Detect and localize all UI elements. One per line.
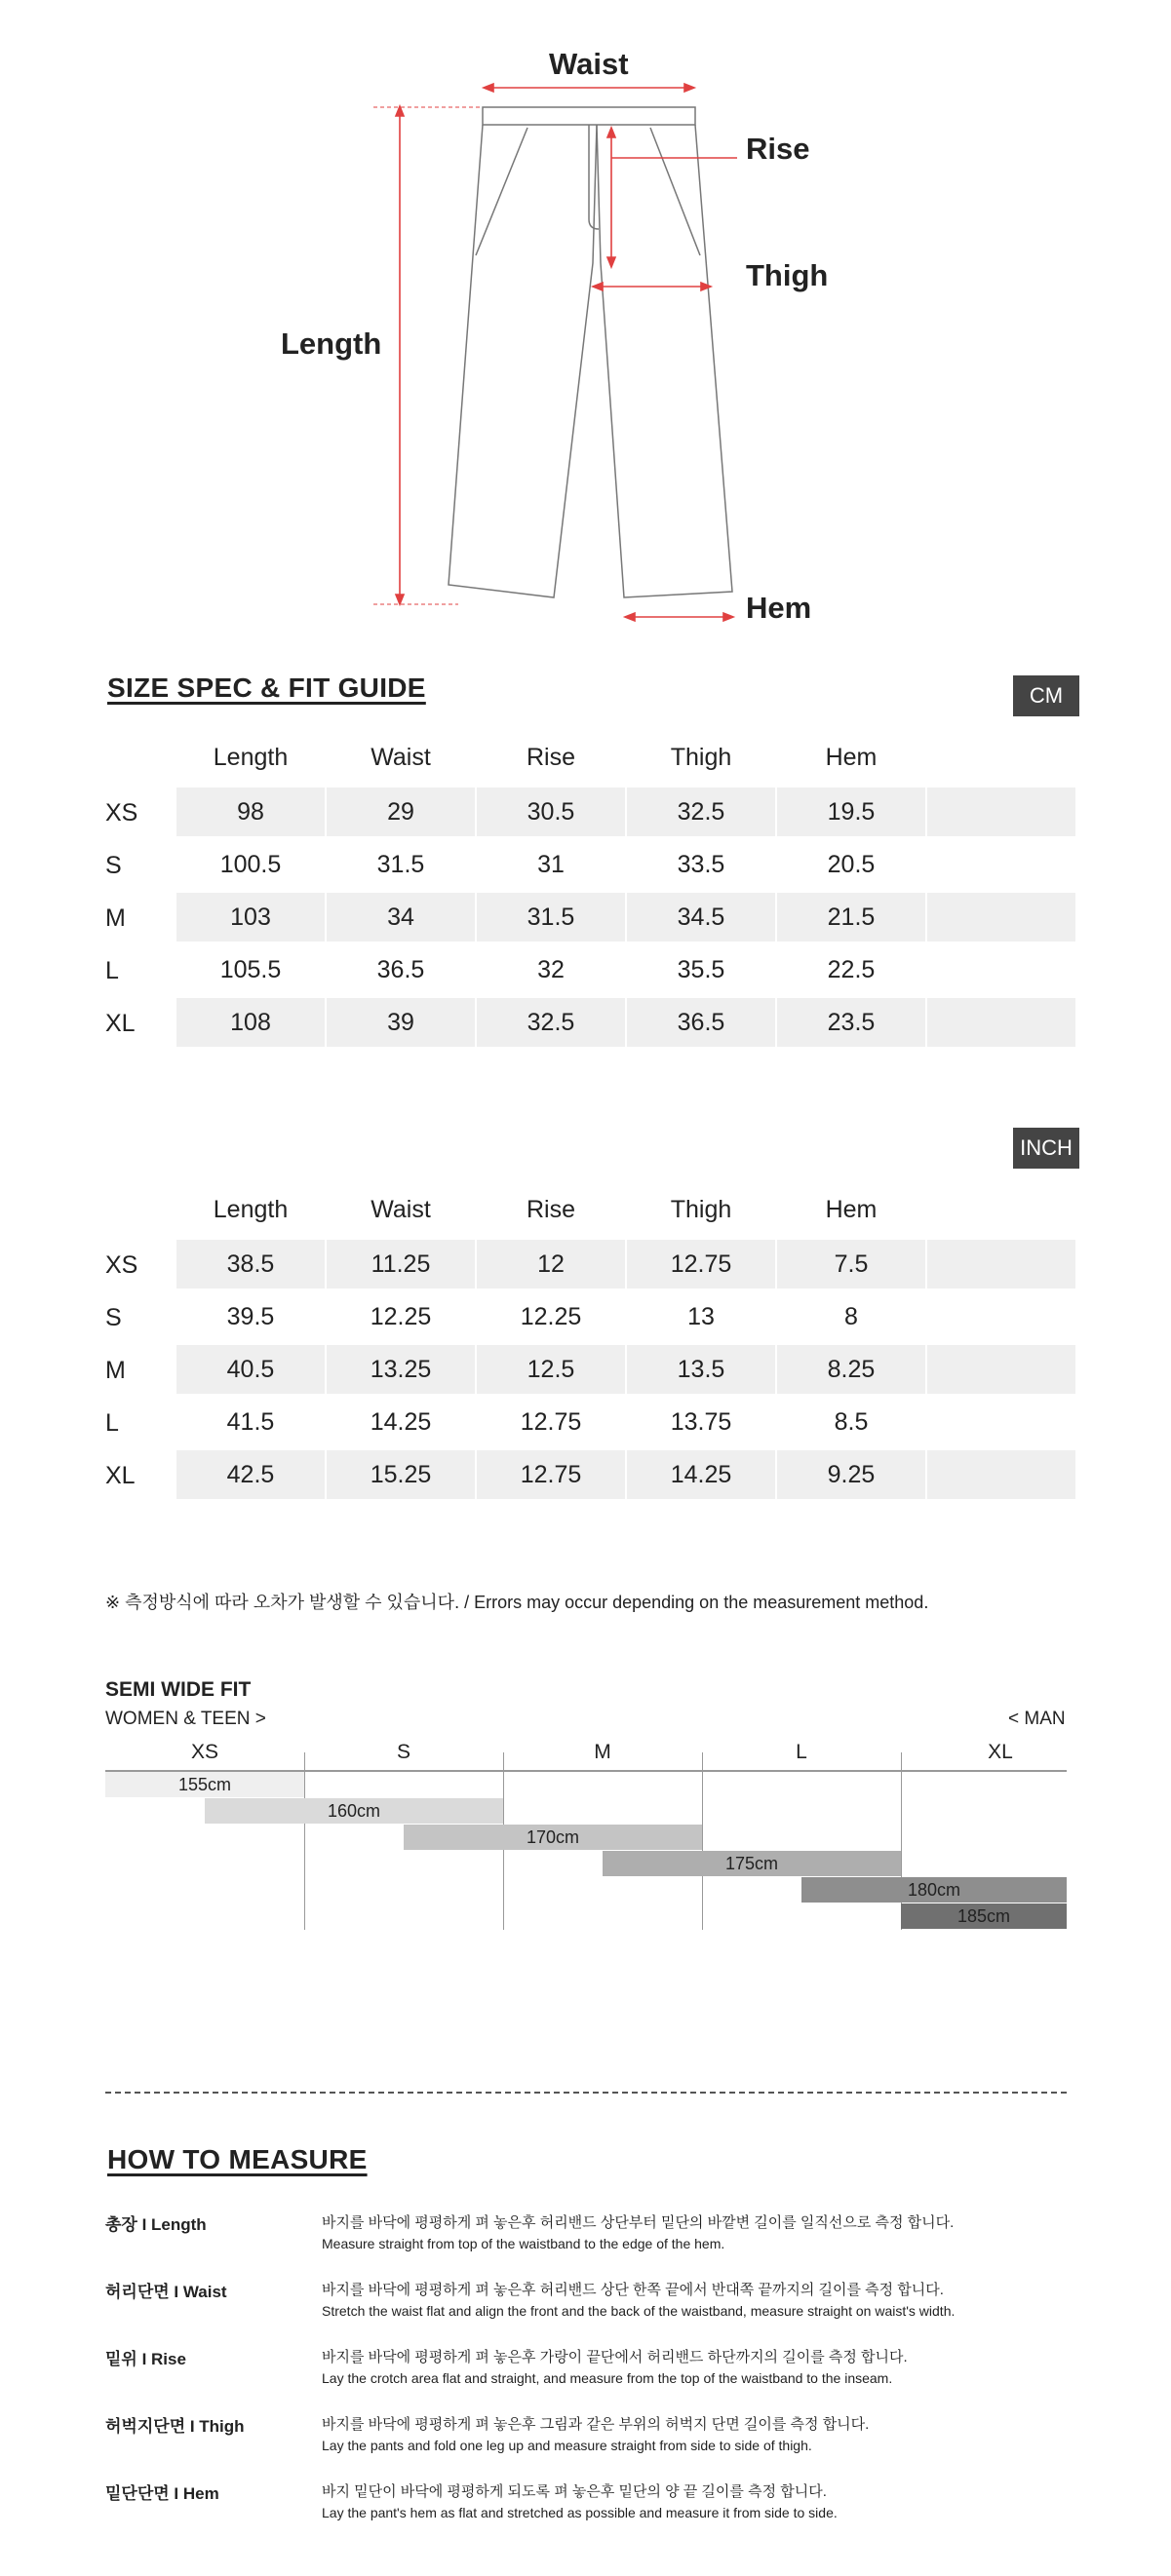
table-cell: 20.5 (827, 851, 876, 878)
fit-size-m: M (594, 1741, 611, 1763)
measure-label: 허벅지단면 I Thigh (105, 2417, 245, 2436)
column-header: Thigh (670, 744, 732, 771)
table-cell: 36.5 (376, 956, 425, 983)
waist-label: Waist (549, 47, 629, 81)
table-cell: 38.5 (176, 1240, 325, 1288)
size-label: S (105, 852, 122, 879)
measure-desc-en: Measure straight from top of the waistband to the edge of the hem. (322, 2236, 725, 2251)
measure-label: 밑위 I Rise (105, 2350, 186, 2368)
table-cell: 12 (477, 1240, 625, 1288)
measure-desc-ko: 바지를 바닥에 평평하게 펴 놓은후 허리밴드 상단 한쪽 끝에서 반대쪽 끝까지의 길이를 측정 합니다. (322, 2282, 944, 2298)
table-cell: 12.5 (477, 1345, 625, 1394)
table-cell: 41.5 (226, 1408, 275, 1436)
table-cell: 31.5 (477, 893, 625, 942)
size-label: XS (105, 799, 138, 827)
rise-label: Rise (746, 132, 810, 166)
size-label: M (105, 1357, 126, 1384)
empty-cell (927, 998, 1075, 1047)
measure-desc-ko: 바지를 바닥에 평평하게 펴 놓은후 가랑이 끝단에서 허리밴드 하단까지의 길이를 측정 합니다. (322, 2349, 908, 2365)
size-label: L (105, 1409, 119, 1437)
how-to-measure-title: HOW TO MEASURE (107, 2144, 368, 2174)
table-header (105, 734, 1073, 781)
column-header: Hem (825, 744, 878, 771)
empty-cell (927, 788, 1075, 836)
table-cell: 13.5 (627, 1345, 775, 1394)
fit-title: SEMI WIDE FIT (105, 1678, 252, 1701)
size-label: M (105, 904, 126, 932)
size-label: XL (105, 1462, 136, 1489)
table-cell: 21.5 (777, 893, 925, 942)
cm-unit-badge: CM (1013, 675, 1079, 716)
table-cell: 15.25 (327, 1450, 475, 1499)
table-cell: 12.75 (477, 1450, 625, 1499)
fit-size-xl: XL (988, 1741, 1013, 1763)
fit-divider (702, 1752, 703, 1930)
measure-label: 총장 I Length (105, 2215, 207, 2234)
column-header: Length (213, 744, 289, 771)
table-row (105, 893, 1073, 943)
column-header: Thigh (670, 1196, 732, 1223)
women-teen-label: WOMEN & TEEN > (105, 1709, 266, 1729)
measure-label: 밑단단면 I Hem (105, 2484, 219, 2503)
table-cell: 39.5 (226, 1303, 275, 1330)
table-cell: 22.5 (827, 956, 876, 983)
measure-desc-en: Stretch the waist flat and align the front and the back of the waistband, measure straight on waist's width. (322, 2303, 956, 2319)
table-cell: 108 (176, 998, 325, 1047)
height-bar-185: 185cm (901, 1903, 1067, 1929)
size-label: XL (105, 1010, 136, 1037)
table-row (105, 1398, 1073, 1448)
table-cell: 36.5 (627, 998, 775, 1047)
measure-desc-ko: 바지를 바닥에 평평하게 펴 놓은후 그림과 같은 부위의 허벅지 단면 길이를 측정 합니다. (322, 2416, 870, 2433)
table-cell: 12.25 (370, 1303, 432, 1330)
height-bar-175: 175cm (603, 1851, 901, 1876)
hem-label: Hem (746, 591, 812, 625)
column-header: Waist (371, 1196, 431, 1223)
table-cell: 13.25 (327, 1345, 475, 1394)
fit-size-xs: XS (190, 1741, 218, 1763)
table-cell: 32.5 (627, 788, 775, 836)
table-cell: 12.25 (520, 1303, 582, 1330)
table-cell: 23.5 (777, 998, 925, 1047)
size-label: S (105, 1304, 122, 1331)
table-cell: 8.25 (777, 1345, 925, 1394)
empty-cell (927, 893, 1075, 942)
pants-outline-illustration (0, 0, 1171, 663)
table-cell: 30.5 (477, 788, 625, 836)
measurement-note: ※ 측정방식에 따라 오차가 발생할 수 있습니다. / Errors may occur depending on the measurement method. (105, 1593, 929, 1612)
table-cell: 11.25 (327, 1240, 475, 1288)
measure-desc-en: Lay the crotch area flat and straight, and measure from the top of the waistband to the inseam. (322, 2370, 893, 2386)
table-cell: 31.5 (376, 851, 425, 878)
height-bar-155: 155cm (105, 1772, 304, 1797)
column-header: Rise (526, 744, 575, 771)
inch-unit-badge: INCH (1013, 1128, 1079, 1169)
column-header: Waist (371, 744, 431, 771)
table-cell: 103 (176, 893, 325, 942)
table-row (105, 998, 1073, 1049)
table-row (105, 1345, 1073, 1396)
table-cell: 40.5 (176, 1345, 325, 1394)
table-cell: 98 (176, 788, 325, 836)
size-label: L (105, 957, 119, 984)
thigh-label: Thigh (746, 258, 829, 292)
measure-desc-en: Lay the pants and fold one leg up and measure straight from side to side of thigh. (322, 2438, 812, 2453)
size-spec-title: SIZE SPEC & FIT GUIDE (107, 673, 426, 703)
height-bar-180: 180cm (801, 1877, 1067, 1903)
measure-desc-en: Lay the pant's hem as flat and stretched as possible and measure it from side to side. (322, 2505, 838, 2520)
table-cell: 19.5 (777, 788, 925, 836)
table-cell: 12.75 (520, 1408, 582, 1436)
table-cell: 100.5 (219, 851, 282, 878)
table-cell: 32.5 (477, 998, 625, 1047)
table-cell: 29 (327, 788, 475, 836)
table-cell: 13 (687, 1303, 715, 1330)
height-bar-160: 160cm (205, 1798, 503, 1824)
table-row (105, 840, 1073, 891)
table-cell: 31 (537, 851, 565, 878)
table-cell: 33.5 (677, 851, 725, 878)
measure-label: 허리단면 I Waist (105, 2283, 227, 2301)
table-row (105, 945, 1073, 996)
table-cell: 8 (844, 1303, 858, 1330)
column-header: Length (213, 1196, 289, 1223)
table-row (105, 788, 1073, 838)
empty-cell (927, 1345, 1075, 1394)
table-cell: 12.75 (627, 1240, 775, 1288)
table-cell: 34.5 (627, 893, 775, 942)
table-cell: 105.5 (219, 956, 282, 983)
fit-divider (304, 1752, 305, 1930)
height-bar-170: 170cm (404, 1825, 702, 1850)
table-cell: 35.5 (677, 956, 725, 983)
table-cell: 14.25 (370, 1408, 432, 1436)
pants-measurement-diagram (0, 0, 1171, 663)
empty-cell (927, 1450, 1075, 1499)
size-label: XS (105, 1251, 138, 1279)
table-cell: 9.25 (777, 1450, 925, 1499)
table-row (105, 1292, 1073, 1343)
table-row (105, 1240, 1073, 1290)
man-label: < MAN (1008, 1709, 1066, 1729)
table-header (105, 1186, 1073, 1233)
table-cell: 8.5 (834, 1408, 869, 1436)
table-row (105, 1450, 1073, 1501)
table-cell: 39 (327, 998, 475, 1047)
table-cell: 7.5 (777, 1240, 925, 1288)
empty-cell (927, 1240, 1075, 1288)
length-label: Length (281, 327, 382, 361)
table-cell: 42.5 (176, 1450, 325, 1499)
fit-size-l: L (796, 1741, 807, 1763)
measure-desc-ko: 바지 밑단이 바닥에 평평하게 되도록 펴 놓은후 밑단의 양 끝 길이를 측정 합니다. (322, 2483, 827, 2500)
table-cell: 14.25 (627, 1450, 775, 1499)
column-header: Hem (825, 1196, 878, 1223)
column-header: Rise (526, 1196, 575, 1223)
table-cell: 13.75 (670, 1408, 732, 1436)
table-cell: 34 (327, 893, 475, 942)
section-divider (105, 2092, 1067, 2094)
measure-desc-ko: 바지를 바닥에 평평하게 펴 놓은후 허리밴드 상단부터 밑단의 바깥변 길이를 일직선으로 측정 합니다. (322, 2214, 955, 2231)
fit-size-s: S (396, 1741, 410, 1763)
table-cell: 32 (537, 956, 565, 983)
